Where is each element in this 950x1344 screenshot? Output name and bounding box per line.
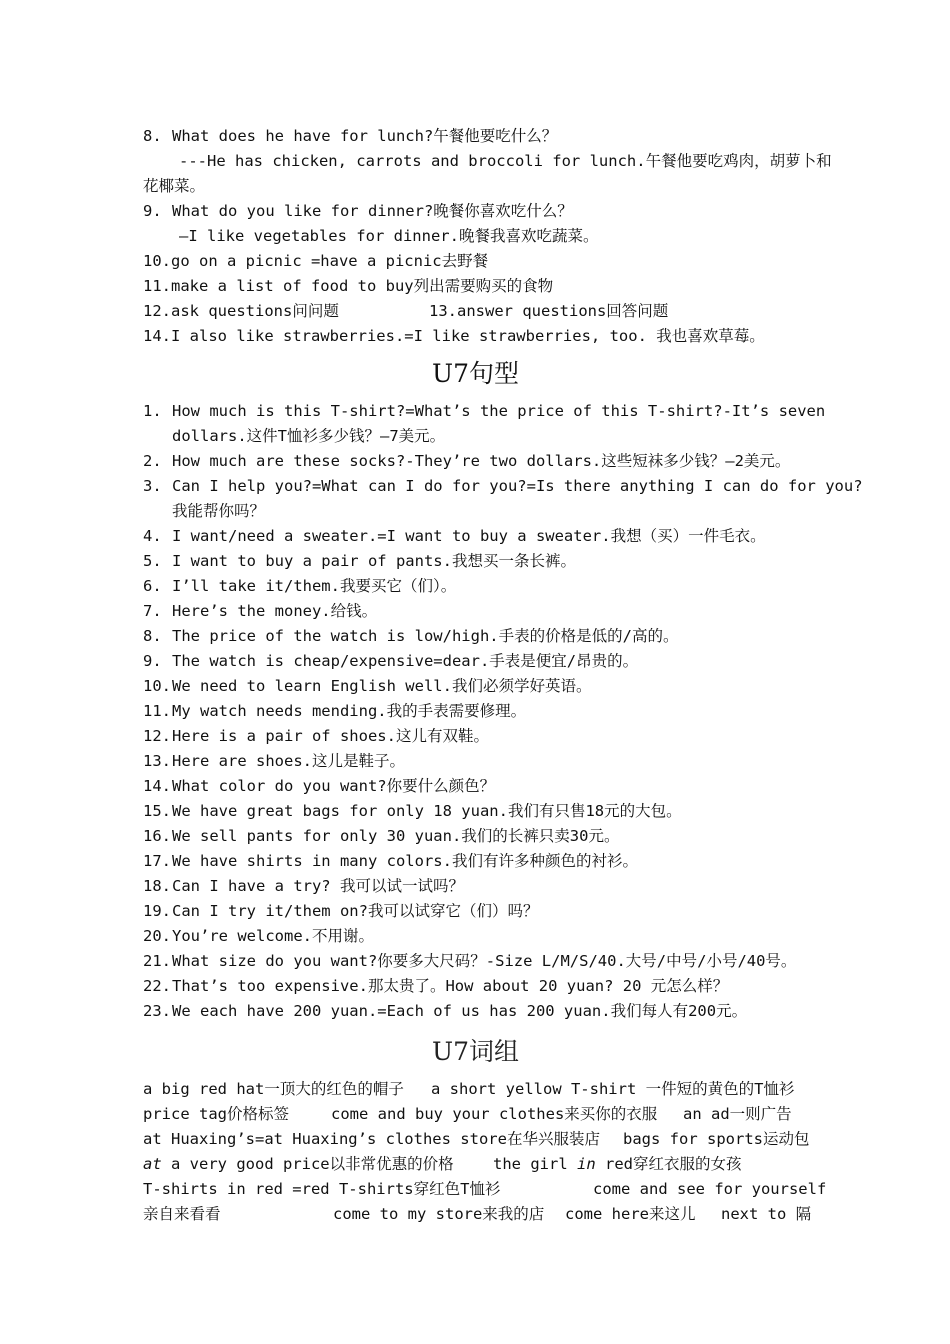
item-number: 10. [143, 677, 171, 695]
sentence-item [143, 524, 808, 549]
phrase-preposition: at [143, 1155, 162, 1173]
list-item [143, 249, 808, 274]
item-number: 5. [143, 552, 162, 570]
item-number: 3. [143, 477, 162, 495]
item-number: 17. [143, 852, 171, 870]
phrase: come to my store来我的店 [333, 1205, 545, 1223]
sentence-item [143, 849, 808, 874]
sentence-item [143, 924, 808, 949]
sentence-item [143, 974, 808, 999]
item-text: You’re welcome.不用谢。 [172, 927, 374, 945]
phrase: red穿红衣服的女孩 [595, 1155, 742, 1173]
list-item [143, 124, 808, 149]
item-text: Can I help you?=What can I do for you?=Is there anything I can do for you? [172, 477, 863, 495]
sentence-item [143, 449, 808, 474]
phrase: a very good price以非常优惠的价格 [161, 1155, 454, 1173]
item-number: 11. [143, 277, 171, 295]
sentence-item [143, 724, 808, 749]
item-text: What does he have for lunch?午餐他要吃什么？ [172, 127, 558, 145]
phrase-row [143, 1077, 808, 1102]
item-text: ask questions问问题 [171, 302, 339, 320]
item-number: 13. [429, 302, 457, 320]
phrase: come and see for yourself [593, 1180, 827, 1198]
item-text: We need to learn English well.我们必须学好英语。 [172, 677, 592, 695]
sentence-item [143, 599, 808, 624]
item-text: I want/need a sweater.=I want to buy a sweater.我想（买）一件毛衣。 [172, 527, 766, 545]
item-text: We have great bags for only 18 yuan.我们有只售18元的大包。 [172, 802, 682, 820]
sentence-item [143, 874, 808, 899]
list-item [143, 224, 808, 249]
phrase-row [143, 1202, 812, 1227]
phrase: 亲自来看看 [143, 1205, 221, 1223]
phrase: come here来这儿 [565, 1205, 696, 1223]
item-number: 1. [143, 402, 162, 420]
phrase-preposition: in [577, 1155, 596, 1173]
sentence-list [143, 399, 863, 1024]
sentence-item [143, 999, 808, 1024]
item-text: We sell pants for only 30 yuan.我们的长裤只卖30元。 [172, 827, 620, 845]
item-text: We have shirts in many colors.我们有许多种颜色的衬衫。 [172, 852, 638, 870]
phrase: the girl [493, 1155, 577, 1173]
phrase: next to 隔 [721, 1205, 812, 1223]
item-number: 9. [143, 652, 162, 670]
phrase-row [143, 1177, 827, 1202]
sentence-item [143, 624, 808, 649]
item-number: 10. [143, 252, 171, 270]
item-text: make a list of food to buy列出需要购买的食物 [171, 277, 554, 295]
item-number: 8. [143, 127, 162, 145]
sentence-item [143, 574, 808, 599]
item-number: 7. [143, 602, 162, 620]
item-number: 12. [143, 727, 171, 745]
item-text: Can I have a try? 我可以试一试吗？ [172, 877, 464, 895]
item-number: 20. [143, 927, 171, 945]
item-text: Here’s the money.给钱。 [172, 602, 378, 620]
sentence-item [143, 949, 808, 974]
item-text: How much is this T-shirt?=What’s the price of this T-shirt?-It’s seven [172, 402, 826, 420]
item-text: How much are these socks?-They’re two dollars.这些短袜多少钱？—2美元。 [172, 452, 791, 470]
item-text: What color do you want?你要什么颜色？ [172, 777, 496, 795]
section-title: U7句型 [432, 359, 519, 388]
sentence-item [143, 399, 826, 424]
item-number: 18. [143, 877, 171, 895]
item-number: 21. [143, 952, 171, 970]
item-text: The watch is cheap/expensive=dear.手表是便宜/昂贵的。 [172, 652, 639, 670]
item-number: 11. [143, 702, 171, 720]
item-text: —I like vegetables for dinner.晚餐我喜欢吃蔬菜。 [179, 227, 599, 245]
item-text: The price of the watch is low/high.手表的价格是低的/高的。 [172, 627, 679, 645]
sentence-item [143, 649, 808, 674]
item-text: 花椰菜。 [143, 177, 206, 195]
phrase-row [143, 1102, 808, 1127]
item-number: 14. [143, 777, 171, 795]
sentence-item [143, 549, 808, 574]
item-number: 8. [143, 627, 162, 645]
item-number: 13. [143, 752, 171, 770]
document-body [143, 124, 863, 1227]
sentence-item [143, 799, 808, 824]
item-text: We each have 200 yuan.=Each of us has 200 yuan.我们每人有200元。 [172, 1002, 748, 1020]
sentence-continuation: dollars.这件T恤衫多少钱？—7美元。 [172, 427, 446, 445]
item-number: 16. [143, 827, 171, 845]
sentence-item [143, 899, 808, 924]
list-item [143, 149, 832, 174]
phrase: a big red hat一顶大的红色的帽子 [143, 1080, 404, 1098]
phrase: bags for sports运动包 [623, 1130, 810, 1148]
item-text: Here is a pair of shoes.这儿有双鞋。 [172, 727, 489, 745]
phrase: come and buy your clothes来买你的衣服 [331, 1105, 658, 1123]
list-item [143, 274, 808, 299]
item-number: 12. [143, 302, 171, 320]
item-text: That’s too expensive.那太贵了。How about 20 yuan? 20 元怎么样？ [172, 977, 729, 995]
item-number: 9. [143, 202, 162, 220]
phrase-row [143, 1127, 808, 1152]
item-text: My watch needs mending.我的手表需要修理。 [172, 702, 527, 720]
item-number: 23. [143, 1002, 171, 1020]
item-text: go on a picnic =have a picnic去野餐 [171, 252, 489, 270]
list-item [143, 174, 808, 199]
item-number: 19. [143, 902, 171, 920]
sentence-item [143, 699, 808, 724]
item-text: What do you like for dinner?晚餐你喜欢吃什么？ [172, 202, 573, 220]
item-text: ---He has chicken, carrots and broccoli for lunch.午餐他要吃鸡肉，胡萝卜和 [179, 152, 832, 170]
item-text: Can I try it/them on?我可以试穿它（们）吗？ [172, 902, 539, 920]
sentence-item [143, 474, 863, 499]
list-item [143, 324, 808, 349]
sentence-continuation: 我能帮你吗？ [172, 502, 266, 520]
item-number: 14. [143, 327, 171, 345]
phrase: a short yellow T-shirt 一件短的黄色的T恤衫 [431, 1080, 795, 1098]
item-text: What size do you want?你要多大尺码？-Size L/M/S/40.大号/中号/小号/40号。 [172, 952, 797, 970]
list-item [143, 299, 808, 324]
item-text: I also like strawberries.=I like strawberries, too. 我也喜欢草莓。 [171, 327, 765, 345]
item-number: 6. [143, 577, 162, 595]
item-text: answer questions回答问题 [457, 302, 669, 320]
sentence-item [143, 824, 808, 849]
phrase-row [143, 1152, 808, 1177]
list-item [143, 199, 808, 224]
item-number: 2. [143, 452, 162, 470]
sentence-item [143, 674, 808, 699]
item-text: I want to buy a pair of pants.我想买一条长裤。 [172, 552, 576, 570]
section-title: U7词组 [432, 1037, 519, 1066]
item-text: I’ll take it/them.我要买它（们）。 [172, 577, 457, 595]
phrase: price tag价格标签 [143, 1105, 289, 1123]
sentence-item [143, 774, 808, 799]
phrase: an ad一则广告 [683, 1105, 792, 1123]
item-number: 4. [143, 527, 162, 545]
item-number: 22. [143, 977, 171, 995]
phrase: T-shirts in red =red T-shirts穿红色T恤衫 [143, 1180, 501, 1198]
phrase: at Huaxing’s=at Huaxing’s clothes store在华兴服装店 [143, 1130, 600, 1148]
item-text: Here are shoes.这儿是鞋子。 [172, 752, 405, 770]
sentence-item [143, 749, 808, 774]
item-number: 15. [143, 802, 171, 820]
